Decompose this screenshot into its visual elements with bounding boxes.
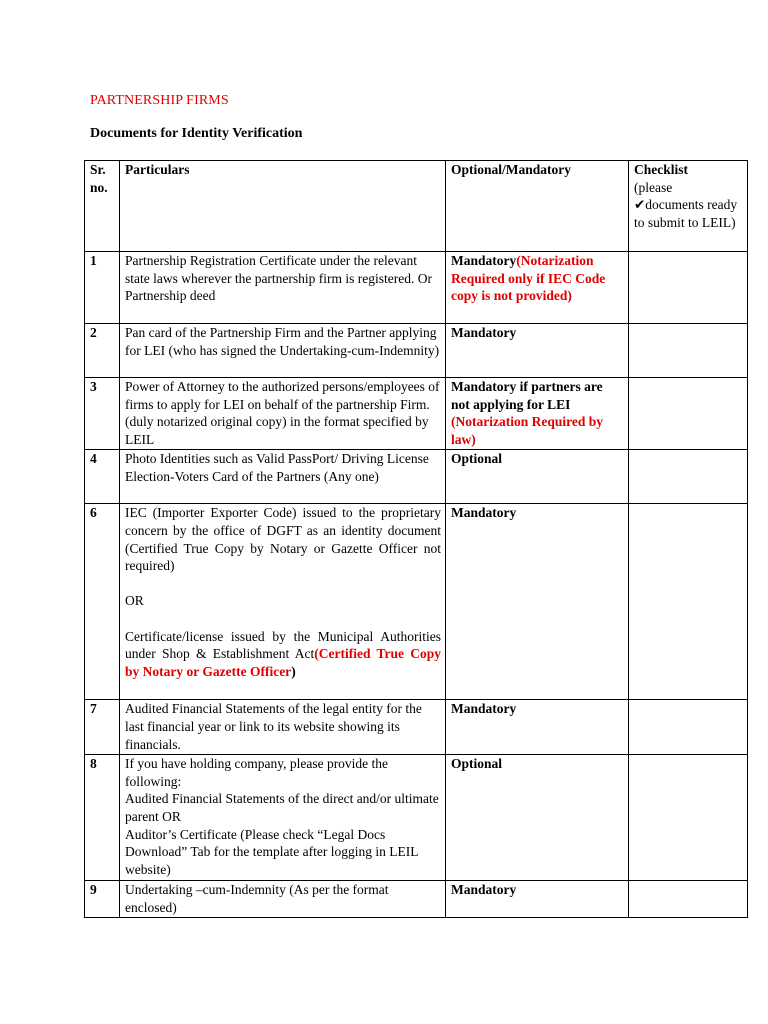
row-sr-no: 6 bbox=[85, 504, 120, 700]
documents-table bbox=[84, 160, 748, 918]
table-row bbox=[85, 881, 748, 918]
row-particulars: Audited Financial Statements of the legal entity for the last financial year or link to its website showing its financials. bbox=[120, 700, 446, 755]
row-sr-no: 3 bbox=[85, 378, 120, 450]
row-requirement: Mandatory bbox=[446, 504, 629, 700]
table-row bbox=[85, 324, 748, 378]
header-optional-mandatory: Optional/Mandatory bbox=[446, 161, 629, 252]
requirement-note: (Notarization Required by law) bbox=[451, 414, 603, 447]
particulars-alt-close: ) bbox=[291, 663, 296, 679]
spacer bbox=[125, 575, 441, 593]
particulars-alternative bbox=[125, 628, 441, 681]
header-particulars: Particulars bbox=[120, 161, 446, 252]
row-checklist-cell[interactable] bbox=[629, 881, 748, 918]
row-checklist-cell[interactable] bbox=[629, 252, 748, 324]
particulars-line: Audited Financial Statements of the direct and/or ultimate parent OR bbox=[125, 791, 439, 824]
row-checklist-cell[interactable] bbox=[629, 378, 748, 450]
table-row bbox=[85, 252, 748, 324]
row-particulars: Power of Attorney to the authorized persons/employees of firms to apply for LEI on behalf of the partnership Firm.(duly notarized original copy) in the format specified by LEIL bbox=[120, 378, 446, 450]
row-requirement: Mandatory bbox=[446, 881, 629, 918]
header-sr-no: Sr. no. bbox=[85, 161, 120, 252]
row-requirement bbox=[446, 252, 629, 324]
spacer bbox=[125, 610, 441, 628]
row-requirement: Optional bbox=[446, 450, 629, 504]
row-requirement: Mandatory bbox=[446, 700, 629, 755]
header-checklist-title: Checklist bbox=[634, 162, 688, 177]
header-checklist-note: (please ✔documents ready to submit to LEIL) bbox=[634, 179, 738, 230]
row-checklist-cell[interactable] bbox=[629, 324, 748, 378]
header-checklist bbox=[629, 161, 748, 252]
row-checklist-cell[interactable] bbox=[629, 700, 748, 755]
row-particulars: Pan card of the Partnership Firm and the Partner applying for LEI (who has signed the Undertaking-cum-Indemnity) bbox=[120, 324, 446, 378]
requirement-label: Mandatory bbox=[451, 253, 517, 268]
row-sr-no: 8 bbox=[85, 755, 120, 881]
particulars-alt-note: (Certified True Copy by Notary or Gazette Officer bbox=[125, 646, 441, 679]
row-checklist-cell[interactable] bbox=[629, 504, 748, 700]
table-row bbox=[85, 504, 748, 700]
row-particulars bbox=[120, 504, 446, 700]
row-checklist-cell[interactable] bbox=[629, 450, 748, 504]
row-particulars: Undertaking –cum-Indemnity (As per the format enclosed) bbox=[120, 881, 446, 918]
table-row bbox=[85, 755, 748, 881]
row-particulars: Partnership Registration Certificate under the relevant state laws wherever the partnership firm is registered. Or Partnership deed bbox=[120, 252, 446, 324]
table-row bbox=[85, 450, 748, 504]
particulars-alt-text: Certificate/license issued by the Municipal Authorities under Shop & Establishment Act bbox=[125, 628, 441, 662]
particulars-line: If you have holding company, please provide the following: bbox=[125, 756, 389, 789]
row-requirement bbox=[446, 378, 629, 450]
table-header-row bbox=[85, 161, 748, 252]
page-heading: PARTNERSHIP FIRMS bbox=[90, 93, 229, 108]
row-sr-no: 9 bbox=[85, 881, 120, 918]
section-title: Documents for Identity Verification bbox=[90, 126, 303, 141]
row-particulars: Photo Identities such as Valid PassPort/ Driving License Election-Voters Card of the Partners (Any one) bbox=[120, 450, 446, 504]
row-checklist-cell[interactable] bbox=[629, 755, 748, 881]
row-sr-no: 4 bbox=[85, 450, 120, 504]
particulars-or: OR bbox=[125, 593, 144, 609]
row-sr-no: 1 bbox=[85, 252, 120, 324]
requirement-note: (Notarization Required only if IEC Code copy is not provided) bbox=[451, 253, 606, 304]
row-sr-no: 2 bbox=[85, 324, 120, 378]
row-sr-no: 7 bbox=[85, 700, 120, 755]
requirement-label: Mandatory if partners are not applying for LEI bbox=[451, 379, 603, 412]
table-row bbox=[85, 700, 748, 755]
particulars-text: IEC (Importer Exporter Code) issued to the proprietary concern by the office of DGFT as an identity document (Certified True Copy by Notary or Gazette Officer not required) bbox=[125, 505, 441, 574]
table-row bbox=[85, 378, 748, 450]
particulars-line: Auditor’s Certificate (Please check “Legal Docs Download” Tab for the template after logging in LEIL website) bbox=[125, 826, 418, 877]
row-requirement: Mandatory bbox=[446, 324, 629, 378]
row-particulars bbox=[120, 755, 446, 881]
row-requirement: Optional bbox=[446, 755, 629, 881]
